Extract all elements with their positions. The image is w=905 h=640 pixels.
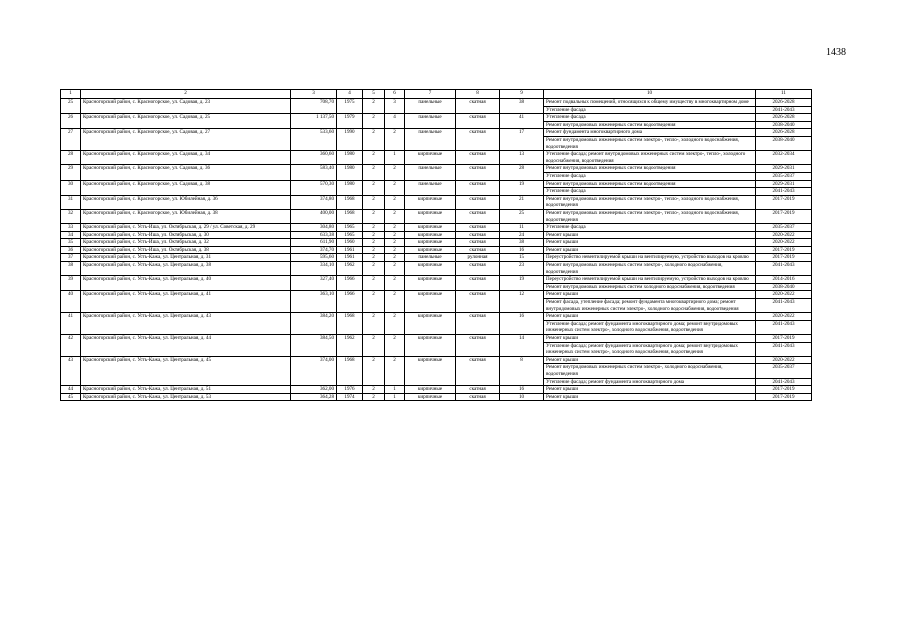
- cell-addr: Красногорский район, с. Красногорское, ул. Садовая, д. 27: [81, 129, 291, 151]
- cell-area: 708,70: [291, 99, 337, 114]
- cell-work: Ремонт внутридомовых инженерных систем электро-, холодного водоснабжения, водоотведения: [544, 364, 756, 378]
- table-row: [61, 224, 812, 232]
- cell-period: 2038-2040: [756, 283, 812, 291]
- cell-period: 2029-2031: [756, 165, 812, 173]
- col-header: 11: [756, 90, 812, 99]
- cell-work: Ремонт крыши: [544, 246, 756, 254]
- table-row: [61, 151, 812, 165]
- cell-work: Ремонт крыши: [544, 335, 756, 343]
- cell-addr: Красногорский район, с. Усть-Кажа, ул. Центральная, д. 31: [81, 254, 291, 262]
- cell-entr: 2: [385, 165, 405, 180]
- cell-period: 2041-2043: [756, 342, 812, 356]
- cell-work: Утепление фасада; ремонт фундамента многоквартирного дома: [544, 378, 756, 386]
- cell-addr: Красногорский район, с. Красногорское, ул. Садовая, д. 38: [81, 180, 291, 195]
- cell-year: 1966: [337, 276, 363, 291]
- cell-n: 42: [61, 335, 81, 357]
- cell-year: 1980: [337, 180, 363, 195]
- cell-entr: 2: [385, 195, 405, 209]
- cell-n: 44: [61, 386, 81, 394]
- cell-area: 334,10: [291, 262, 337, 276]
- cell-floors: 2: [363, 393, 385, 401]
- cell-roof: скатная: [456, 151, 500, 165]
- cell-roof: скатная: [456, 393, 500, 401]
- cell-area: 362,00: [291, 386, 337, 394]
- table-row: [61, 276, 812, 284]
- cell-period: 2035-2037: [756, 172, 812, 180]
- cell-period: 2017-2019: [756, 246, 812, 254]
- cell-wall: кирпичные: [405, 224, 456, 232]
- cell-roof: скатная: [456, 209, 500, 223]
- cell-period: 2038-2040: [756, 121, 812, 129]
- cell-pct: 28: [500, 165, 544, 180]
- cell-wall: кирпичные: [405, 393, 456, 401]
- cell-roof: скатная: [456, 335, 500, 357]
- table-row: [61, 291, 812, 299]
- cell-work: Ремонт внутридомовых инженерных систем электро-, холодного водоснабжения, водоотведения: [544, 262, 756, 276]
- cell-n: 36: [61, 246, 81, 254]
- cell-n: 32: [61, 209, 81, 223]
- table-row: [61, 262, 812, 276]
- cell-floors: 2: [363, 151, 385, 165]
- cell-wall: кирпичные: [405, 262, 456, 276]
- col-header: 4: [337, 90, 363, 99]
- cell-wall: кирпичные: [405, 246, 456, 254]
- cell-year: 1961: [337, 254, 363, 262]
- cell-period: 2017-2019: [756, 209, 812, 223]
- cell-period: 2029-2031: [756, 180, 812, 188]
- cell-work: Ремонт крыши: [544, 386, 756, 394]
- cell-year: 1965: [337, 224, 363, 232]
- col-header: 3: [291, 90, 337, 99]
- cell-area: 633,38: [291, 231, 337, 239]
- col-header: 10: [544, 90, 756, 99]
- cell-period: 2014-2016: [756, 276, 812, 284]
- cell-n: 25: [61, 99, 81, 114]
- cell-period: 2017-2019: [756, 386, 812, 394]
- cell-wall: кирпичные: [405, 209, 456, 223]
- cell-period: 2026-2028: [756, 99, 812, 107]
- cell-roof: скатная: [456, 262, 500, 276]
- cell-addr: Красногорский район, с. Красногорское, ул. Юбилейная, д. 36: [81, 195, 291, 209]
- cell-period: 2020-2022: [756, 231, 812, 239]
- table-body: [61, 99, 812, 401]
- cell-work: Утепление фасада; ремонт фундамента многоквартирного дома; ремонт внутридомовых инженерных систем электро-, холодного водоснабжения, водоотведения: [544, 320, 756, 334]
- cell-addr: Красногорский район, с. Усть-Иша, ул. Октябрьская, д. 38: [81, 246, 291, 254]
- table-row: [61, 129, 812, 137]
- cell-work: Ремонт внутридомовых инженерных систем водоотведения: [544, 121, 756, 129]
- cell-n: 28: [61, 151, 81, 165]
- cell-pct: 11: [500, 224, 544, 232]
- cell-addr: Красногорский район, с. Усть-Кажа, ул. Центральная, д. 51: [81, 386, 291, 394]
- cell-entr: 2: [385, 313, 405, 335]
- cell-wall: кирпичные: [405, 335, 456, 357]
- cell-n: 27: [61, 129, 81, 151]
- cell-addr: Красногорский район, с. Усть-Иша, ул. Октябрьская, д. 29 / ул. Советская, д. 29: [81, 224, 291, 232]
- col-header: 8: [456, 90, 500, 99]
- cell-floors: 2: [363, 209, 385, 223]
- cell-work: Утепление фасада: [544, 106, 756, 114]
- cell-n: 29: [61, 165, 81, 180]
- table-row: [61, 393, 812, 401]
- cell-entr: 2: [385, 129, 405, 151]
- cell-work: Ремонт фундамента многоквартирного дома: [544, 129, 756, 137]
- cell-addr: Красногорский район, с. Усть-Кажа, ул. Центральная, д. 38: [81, 262, 291, 276]
- cell-floors: 2: [363, 254, 385, 262]
- cell-wall: панельные: [405, 99, 456, 114]
- cell-year: 1965: [337, 231, 363, 239]
- cell-n: 35: [61, 239, 81, 247]
- cell-floors: 2: [363, 114, 385, 129]
- cell-pct: 16: [500, 246, 544, 254]
- cell-pct: 12: [500, 291, 544, 313]
- cell-work: Утепление фасада: [544, 188, 756, 196]
- cell-entr: 1: [385, 151, 405, 165]
- table-row: [61, 386, 812, 394]
- col-header: 1: [61, 90, 81, 99]
- cell-n: 41: [61, 313, 81, 335]
- cell-pct: 25: [500, 209, 544, 223]
- cell-roof: скатная: [456, 224, 500, 232]
- cell-period: 2020-2022: [756, 313, 812, 321]
- cell-period: 2035-2037: [756, 364, 812, 378]
- cell-pct: 15: [500, 254, 544, 262]
- col-header: 2: [81, 90, 291, 99]
- cell-work: Ремонт крыши: [544, 393, 756, 401]
- cell-work: Ремонт внутридомовых инженерных систем водоотведения: [544, 180, 756, 188]
- cell-period: 2026-2028: [756, 114, 812, 122]
- table-row: [61, 195, 812, 209]
- cell-area: 374,80: [291, 195, 337, 209]
- cell-period: 2017-2019: [756, 254, 812, 262]
- cell-year: 1968: [337, 195, 363, 209]
- cell-n: 30: [61, 180, 81, 195]
- cell-addr: Красногорский район, с. Усть-Иша, ул. Октябрьская, д. 32: [81, 239, 291, 247]
- cell-area: 583,40: [291, 165, 337, 180]
- cell-pct: 38: [500, 99, 544, 114]
- cell-area: 360,60: [291, 151, 337, 165]
- cell-n: 43: [61, 356, 81, 385]
- cell-work: Ремонт внутридомовых инженерных систем электро-, тепло-, холодного водоснабжения, водоотведения: [544, 136, 756, 150]
- cell-period: 2026-2028: [756, 129, 812, 137]
- cell-floors: 2: [363, 386, 385, 394]
- cell-entr: 2: [385, 356, 405, 385]
- cell-n: 26: [61, 114, 81, 129]
- cell-floors: 2: [363, 356, 385, 385]
- cell-roof: скатная: [456, 180, 500, 195]
- cell-entr: 2: [385, 291, 405, 313]
- cell-area: 374,00: [291, 356, 337, 385]
- cell-n: 39: [61, 276, 81, 291]
- cell-year: 1968: [337, 356, 363, 385]
- cell-addr: Красногорский район, с. Усть-Кажа, ул. Центральная, д. 44: [81, 335, 291, 357]
- cell-pct: 24: [500, 231, 544, 239]
- table-row: [61, 335, 812, 343]
- cell-floors: 2: [363, 195, 385, 209]
- cell-wall: панельные: [405, 180, 456, 195]
- table-row: [61, 114, 812, 122]
- cell-wall: кирпичные: [405, 239, 456, 247]
- cell-period: 2020-2022: [756, 239, 812, 247]
- cell-period: 2020-2022: [756, 291, 812, 299]
- cell-entr: 2: [385, 335, 405, 357]
- cell-entr: 2: [385, 224, 405, 232]
- cell-year: 1962: [337, 262, 363, 276]
- cell-n: 40: [61, 291, 81, 313]
- cell-work: Ремонт внутридомовых инженерных систем электро-, тепло-, холодного водоснабжения, водоотведения: [544, 209, 756, 223]
- cell-pct: 41: [500, 114, 544, 129]
- cell-pct: 13: [500, 151, 544, 165]
- cell-area: 533,60: [291, 129, 337, 151]
- cell-area: 384,20: [291, 313, 337, 335]
- cell-period: 2035-2037: [756, 224, 812, 232]
- cell-pct: 38: [500, 239, 544, 247]
- cell-wall: кирпичные: [405, 291, 456, 313]
- cell-roof: скатная: [456, 276, 500, 291]
- cell-year: 1961: [337, 246, 363, 254]
- cell-addr: Красногорский район, с. Красногорское, ул. Садовая, д. 34: [81, 151, 291, 165]
- cell-pct: 16: [500, 386, 544, 394]
- col-header: 9: [500, 90, 544, 99]
- cell-year: 1960: [337, 239, 363, 247]
- cell-roof: скатная: [456, 386, 500, 394]
- cell-n: 37: [61, 254, 81, 262]
- cell-roof: скатная: [456, 291, 500, 313]
- cell-entr: 2: [385, 246, 405, 254]
- cell-period: 2041-2043: [756, 262, 812, 276]
- col-header: 7: [405, 90, 456, 99]
- cell-floors: 2: [363, 180, 385, 195]
- cell-floors: 2: [363, 165, 385, 180]
- cell-year: 1979: [337, 114, 363, 129]
- cell-work: Утепление фасада: [544, 172, 756, 180]
- cell-work: Ремонт подвальных помещений, относящихся к общему имуществу в многоквартирном доме: [544, 99, 756, 107]
- cell-year: 1990: [337, 129, 363, 151]
- cell-area: 364,28: [291, 393, 337, 401]
- cell-pct: 10: [500, 393, 544, 401]
- table-row: [61, 99, 812, 107]
- cell-floors: 2: [363, 231, 385, 239]
- cell-entr: 2: [385, 239, 405, 247]
- table-row: [61, 313, 812, 321]
- cell-roof: скатная: [456, 99, 500, 114]
- cell-period: 2017-2019: [756, 195, 812, 209]
- cell-wall: кирпичные: [405, 356, 456, 385]
- col-header: 5: [363, 90, 385, 99]
- cell-area: 374,70: [291, 246, 337, 254]
- cell-period: 2038-2040: [756, 136, 812, 150]
- cell-floors: 2: [363, 291, 385, 313]
- cell-floors: 2: [363, 276, 385, 291]
- cell-work: Ремонт крыши: [544, 231, 756, 239]
- cell-year: 1968: [337, 209, 363, 223]
- cell-n: 45: [61, 393, 81, 401]
- cell-period: 2020-2022: [756, 356, 812, 364]
- cell-wall: кирпичные: [405, 386, 456, 394]
- cell-area: 570,30: [291, 180, 337, 195]
- cell-roof: скатная: [456, 231, 500, 239]
- cell-addr: Красногорский район, с. Усть-Кажа, ул. Центральная, д. 40: [81, 276, 291, 291]
- cell-entr: 4: [385, 114, 405, 129]
- cell-roof: скатная: [456, 246, 500, 254]
- cell-work: Ремонт крыши: [544, 356, 756, 364]
- cell-roof: скатная: [456, 356, 500, 385]
- cell-roof: скатная: [456, 239, 500, 247]
- cell-area: 1 137,50: [291, 114, 337, 129]
- cell-wall: панельные: [405, 165, 456, 180]
- cell-pct: 19: [500, 276, 544, 291]
- cell-area: 611,90: [291, 239, 337, 247]
- cell-n: 38: [61, 262, 81, 276]
- cell-period: 2041-2043: [756, 378, 812, 386]
- cell-addr: Красногорский район, с. Усть-Кажа, ул. Центральная, д. 45: [81, 356, 291, 385]
- cell-pct: 19: [500, 180, 544, 195]
- page-number: 1438: [826, 47, 846, 58]
- cell-work: Ремонт крыши: [544, 313, 756, 321]
- cell-year: 1975: [337, 99, 363, 114]
- cell-pct: 21: [500, 195, 544, 209]
- cell-addr: Красногорский район, с. Красногорское, ул. Садовая, д. 36: [81, 165, 291, 180]
- cell-floors: 2: [363, 262, 385, 276]
- cell-entr: 2: [385, 254, 405, 262]
- cell-roof: скатная: [456, 165, 500, 180]
- cell-roof: скатная: [456, 114, 500, 129]
- table-row: [61, 239, 812, 247]
- cell-entr: 2: [385, 276, 405, 291]
- table-row: [61, 165, 812, 173]
- cell-work: Ремонт внутридомовых инженерных систем водоотведения: [544, 165, 756, 173]
- cell-addr: Красногорский район, с. Красногорское, ул. Юбилейная, д. 38: [81, 209, 291, 223]
- cell-entr: 2: [385, 180, 405, 195]
- cell-work: Ремонт внутридомовых инженерных систем холодного водоснабжения, водоотведения: [544, 283, 756, 291]
- cell-year: 1980: [337, 165, 363, 180]
- cell-floors: 2: [363, 313, 385, 335]
- cell-addr: Красногорский район, с. Усть-Кажа, ул. Центральная, д. 43: [81, 313, 291, 335]
- cell-wall: кирпичные: [405, 151, 456, 165]
- cell-addr: Красногорский район, с. Усть-Иша, ул. Октябрьская, д. 30: [81, 231, 291, 239]
- table-row: [61, 209, 812, 223]
- cell-pct: 16: [500, 313, 544, 335]
- cell-pct: 23: [500, 262, 544, 276]
- cell-year: 1962: [337, 335, 363, 357]
- table-row: [61, 356, 812, 364]
- cell-roof: скатная: [456, 313, 500, 335]
- cell-roof: скатная: [456, 195, 500, 209]
- cell-entr: 2: [385, 231, 405, 239]
- cell-period: 2032-2034: [756, 151, 812, 165]
- cell-wall: кирпичные: [405, 276, 456, 291]
- cell-pct: 17: [500, 129, 544, 151]
- cell-floors: 2: [363, 246, 385, 254]
- cell-entr: 1: [385, 393, 405, 401]
- cell-year: 1974: [337, 393, 363, 401]
- cell-entr: 3: [385, 99, 405, 114]
- cell-roof: скатная: [456, 129, 500, 151]
- housing-register-table: [60, 89, 812, 401]
- cell-n: 34: [61, 231, 81, 239]
- cell-wall: кирпичные: [405, 231, 456, 239]
- cell-year: 1976: [337, 386, 363, 394]
- cell-wall: панельные: [405, 254, 456, 262]
- cell-work: Ремонт внутридомовых инженерных систем электро-, тепло-, холодного водоснабжения, водоотведения: [544, 195, 756, 209]
- cell-addr: Красногорский район, с. Усть-Кажа, ул. Центральная, д. 41: [81, 291, 291, 313]
- cell-period: 2017-2019: [756, 335, 812, 343]
- cell-wall: панельные: [405, 114, 456, 129]
- cell-addr: Красногорский район, с. Красногорское, ул. Садовая, д. 23: [81, 99, 291, 114]
- cell-addr: Красногорский район, с. Красногорское, ул. Садовая, д. 25: [81, 114, 291, 129]
- cell-work: Ремонт крыши: [544, 291, 756, 299]
- cell-area: 363,10: [291, 291, 337, 313]
- cell-period: 2041-2043: [756, 106, 812, 114]
- cell-area: 384,50: [291, 335, 337, 357]
- cell-year: 1968: [337, 313, 363, 335]
- cell-entr: 2: [385, 262, 405, 276]
- cell-entr: 2: [385, 209, 405, 223]
- cell-work: Утепление фасада: [544, 114, 756, 122]
- cell-period: 2017-2019: [756, 393, 812, 401]
- cell-work: Ремонт фасада, утепление фасада; ремонт фундамента многоквартирного дома; ремонт внутридомовых инженерных систем электро-, холодного водоснабжения, водоотведения: [544, 299, 756, 313]
- cell-floors: 2: [363, 129, 385, 151]
- cell-n: 31: [61, 195, 81, 209]
- cell-area: 304,80: [291, 224, 337, 232]
- table-row: [61, 246, 812, 254]
- cell-floors: 2: [363, 239, 385, 247]
- cell-wall: кирпичные: [405, 195, 456, 209]
- cell-area: 595,60: [291, 254, 337, 262]
- cell-wall: кирпичные: [405, 313, 456, 335]
- cell-floors: 2: [363, 335, 385, 357]
- cell-year: 1980: [337, 151, 363, 165]
- cell-floors: 2: [363, 99, 385, 114]
- cell-work: Переустройство невентилируемой крыши на вентилируемую, устройство выходов на кровлю: [544, 254, 756, 262]
- cell-floors: 2: [363, 224, 385, 232]
- col-header: 6: [385, 90, 405, 99]
- cell-wall: панельные: [405, 129, 456, 151]
- cell-year: 1966: [337, 291, 363, 313]
- cell-work: Утепление фасада; ремонт фундамента многоквартирного дома; ремонт внутридомовых инженерных систем электро-, холодного водоснабжения, водоотведения: [544, 342, 756, 356]
- cell-addr: Красногорский район, с. Усть-Кажа, ул. Центральная, д. 53: [81, 393, 291, 401]
- cell-roof: рулонная: [456, 254, 500, 262]
- cell-entr: 1: [385, 386, 405, 394]
- cell-period: 2041-2043: [756, 299, 812, 313]
- cell-period: 2041-2043: [756, 320, 812, 334]
- cell-pct: 14: [500, 335, 544, 357]
- cell-period: 2041-2043: [756, 188, 812, 196]
- cell-pct: 8: [500, 356, 544, 385]
- table-row: [61, 254, 812, 262]
- header-row: [61, 90, 812, 99]
- table-row: [61, 180, 812, 188]
- cell-work: Переустройство невентилируемой крыши на вентилируемую, устройство выходов на кровлю: [544, 276, 756, 284]
- cell-area: 400,00: [291, 209, 337, 223]
- cell-n: 33: [61, 224, 81, 232]
- cell-work: Утепление фасада; ремонт внутридомовых инженерных систем электро-, тепло-, холодного водоснабжения, водоотведения: [544, 151, 756, 165]
- cell-work: Ремонт крыши: [544, 239, 756, 247]
- cell-area: 327,40: [291, 276, 337, 291]
- cell-work: Утепление фасада: [544, 224, 756, 232]
- table-row: [61, 231, 812, 239]
